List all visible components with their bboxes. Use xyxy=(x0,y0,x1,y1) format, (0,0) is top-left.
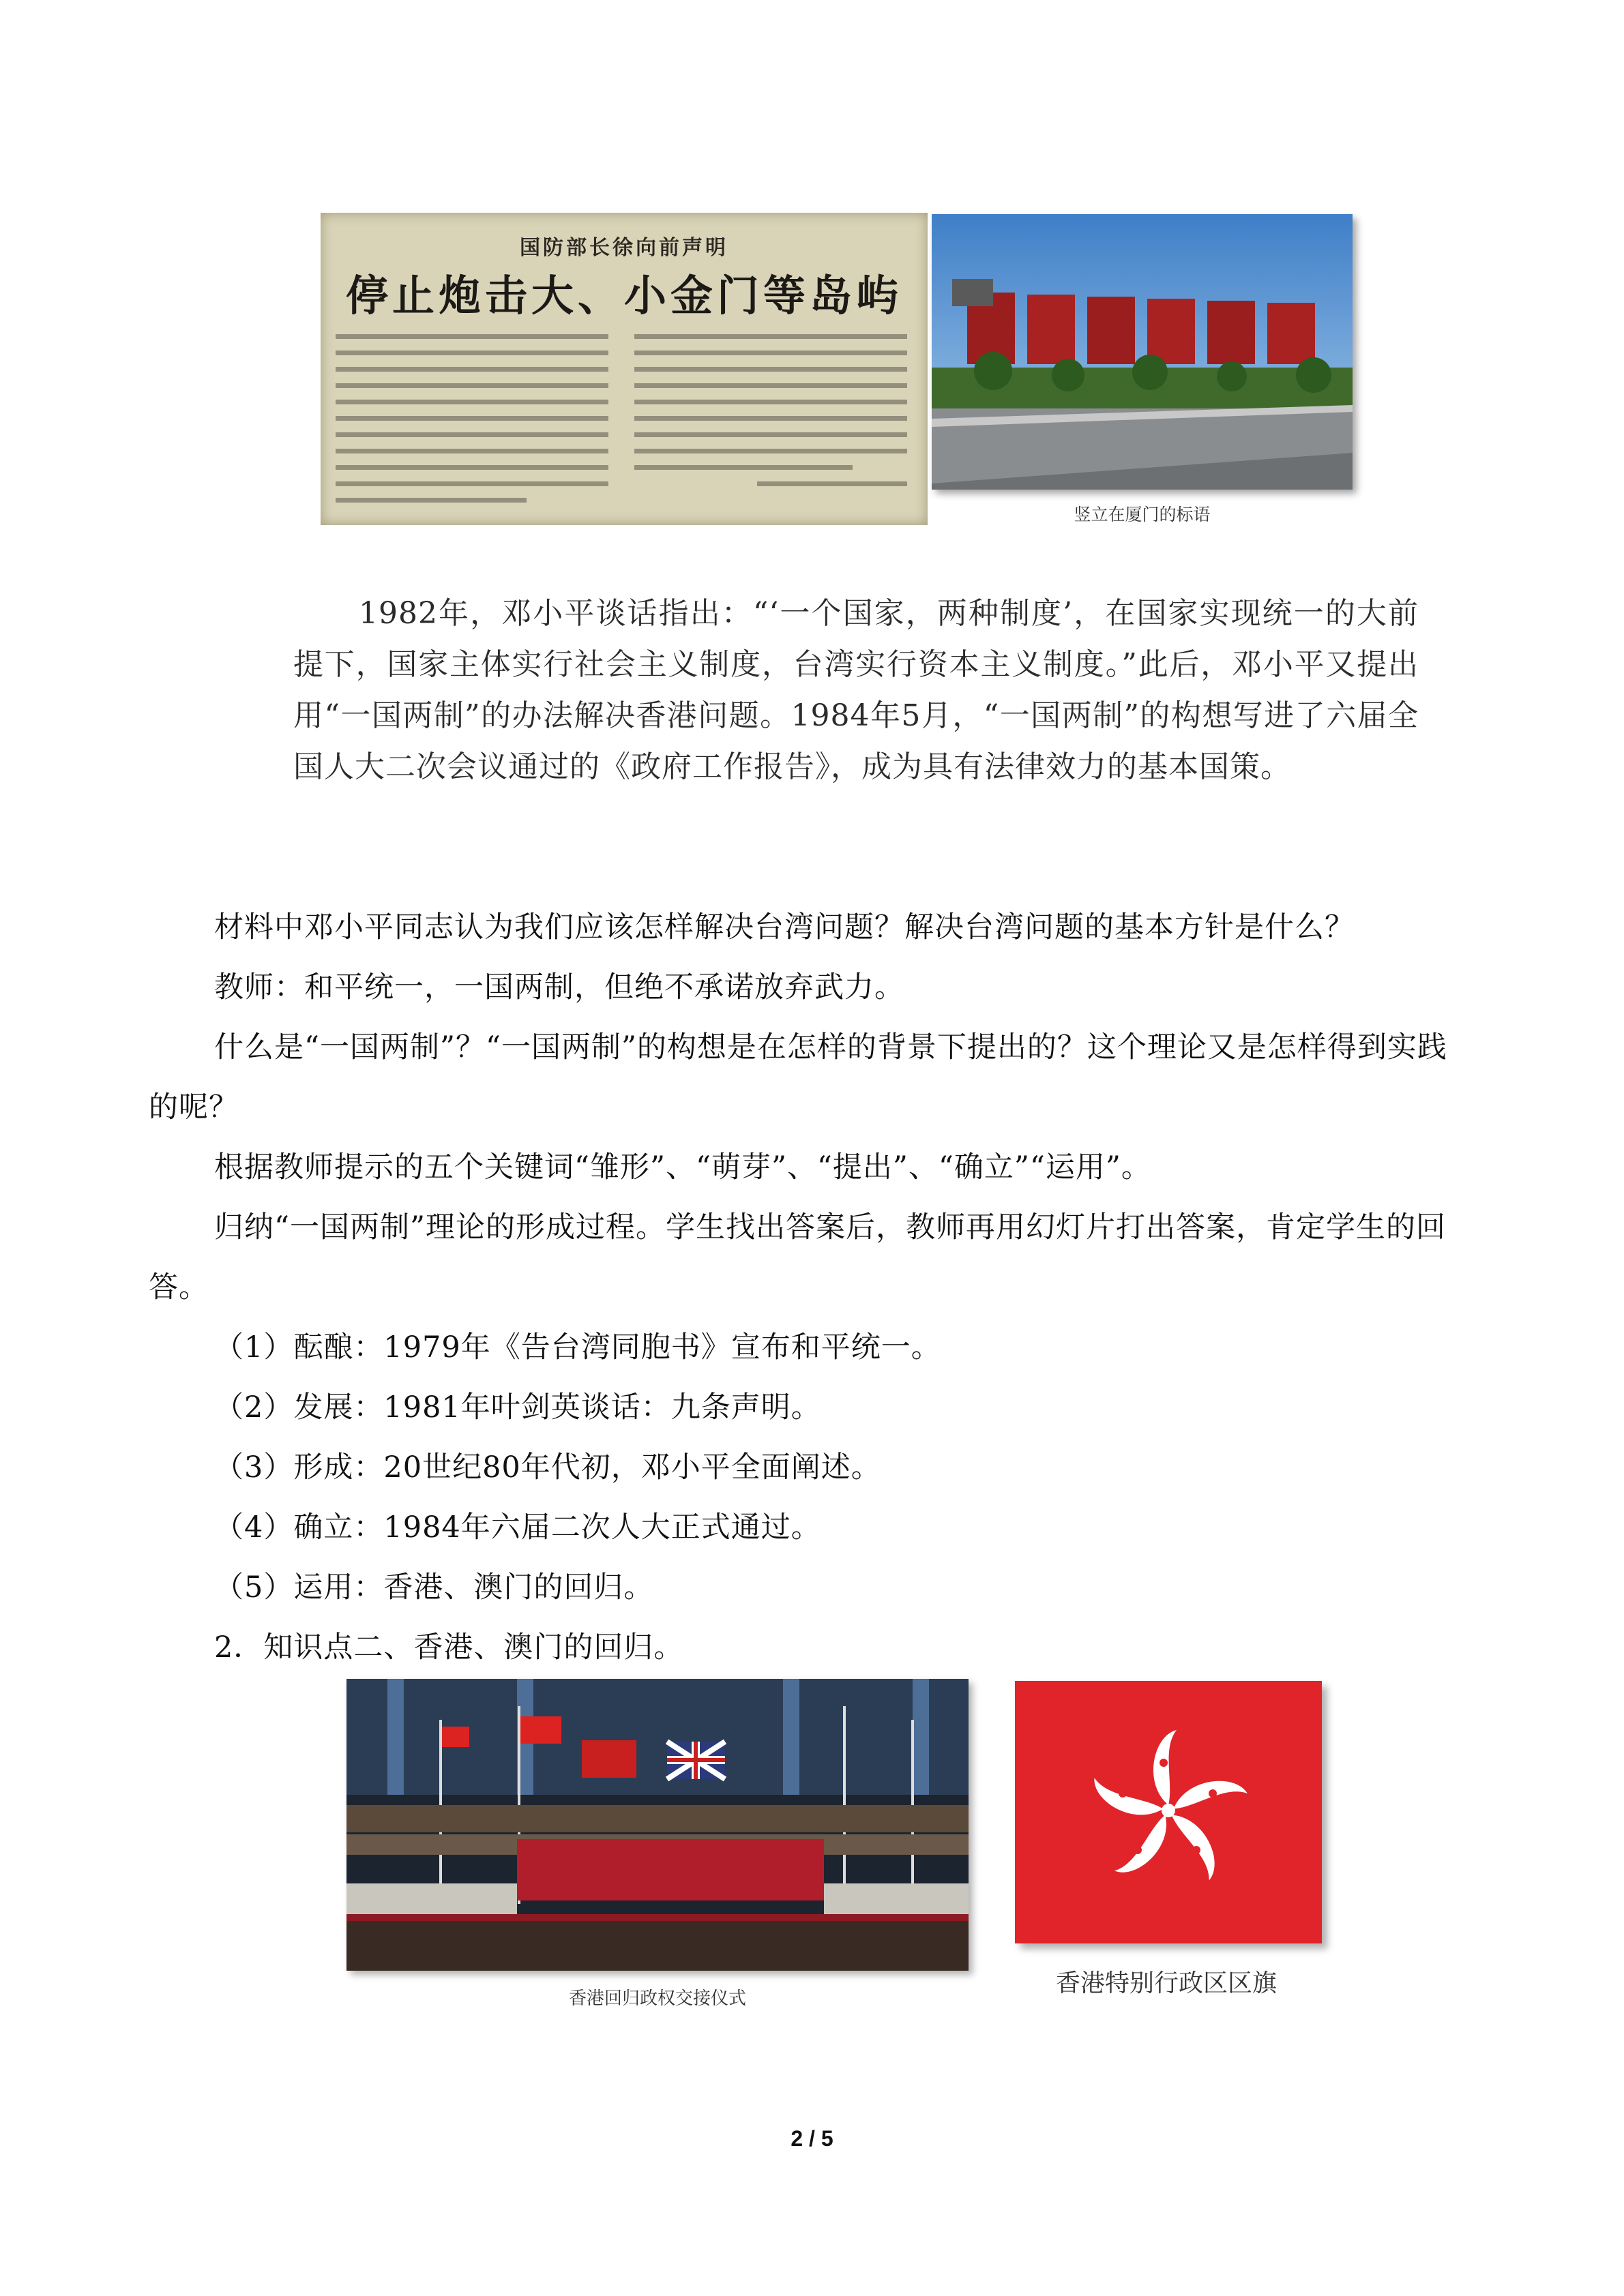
handover-photo-caption: 香港回归政权交接仪式 xyxy=(568,1988,746,2009)
xiamen-slogan-photo xyxy=(932,214,1353,490)
section-heading-knowledge-point-2: 2．知识点二、香港、澳门的回归。 xyxy=(214,1630,684,1665)
handover-ceremony-photo xyxy=(346,1679,969,1971)
paragraph-summary-instruction: 归纳“一国两制”理论的形成过程。学生找出答案后，教师再用幻灯片打出答案，肯定学生的回答。 xyxy=(149,1210,1446,1304)
newspaper-text-column-left xyxy=(336,334,608,511)
page-number: 2 / 5 xyxy=(791,2126,833,2151)
stage-item-development: （2）发展：1981年叶剑英谈话：九条声明。 xyxy=(214,1390,821,1425)
paragraph-keywords: 根据教师提示的五个关键词“雏形”、“萌芽”、“提出”、“确立”“运用”。 xyxy=(214,1150,1151,1184)
xiamen-photo-caption: 竖立在厦门的标语 xyxy=(1074,505,1211,524)
paragraph-teacher-answer: 教师：和平统一，一国两制，但绝不承诺放弃武力。 xyxy=(214,970,904,1004)
paragraph-question: 材料中邓小平同志认为我们应该怎样解决台湾问题？解决台湾问题的基本方针是什么？ xyxy=(214,910,1355,944)
newspaper-subtitle: 国防部长徐向前声明 xyxy=(520,236,728,260)
paragraph-one-country-two-systems-question: 什么是“一国两制”？“一国两制”的构想是在怎样的背景下提出的？这个理论又是怎样得到实践的呢？ xyxy=(149,1030,1447,1124)
hksar-flag-image xyxy=(1015,1681,1322,1943)
hksar-flag-caption: 香港特别行政区区旗 xyxy=(1055,1969,1277,1997)
stage-item-brewing: （1）酝酿：1979年《告台湾同胞书》宣布和平统一。 xyxy=(214,1330,941,1365)
stage-item-formation: （3）形成：20世纪80年代初，邓小平全面阐述。 xyxy=(214,1450,881,1485)
newspaper-headline: 停止炮击大、小金门等岛屿 xyxy=(345,271,902,320)
stage-item-establishment: （4）确立：1984年六届二次人大正式通过。 xyxy=(214,1510,821,1545)
newspaper-clipping-image xyxy=(321,213,928,525)
newspaper-text-column-right xyxy=(634,334,907,511)
stage-item-application: （5）运用：香港、澳门的回归。 xyxy=(214,1570,654,1605)
textbook-excerpt: 1982年，邓小平谈话指出：“‘一个国家，两种制度’，在国家实现统一的大前提下，国家主体实行社会主义制度，台湾实行资本主义制度。”此后，邓小平又提出用“一国两制”的办法解决香港问题。1984年5月，“一国两制”的构想写进了六届全国人大二次会议通过的《政府工作报告》，成为具有法律效力的基本国策。 xyxy=(293,596,1419,784)
